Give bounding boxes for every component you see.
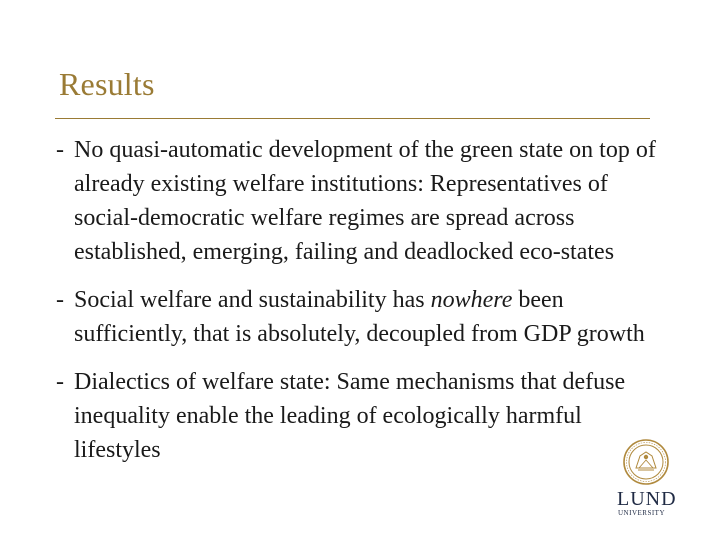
bullet-marker: - [56, 137, 64, 163]
bullet-text-after: been sufficiently, that is absolutely, decoupled from GDP growth [74, 287, 645, 347]
bullet-text [74, 287, 645, 347]
title-divider [55, 118, 650, 119]
bullet-item [56, 365, 656, 467]
bullet-list [56, 133, 656, 481]
bullet-text-before: Social welfare and sustainability has [74, 287, 431, 313]
logo-wordmark: LUND [617, 488, 677, 510]
bullet-item [56, 283, 656, 351]
bullet-text: Dialectics of welfare state: Same mechanisms that defuse inequality enable the leading of ecologically harmful lifestyles [74, 369, 626, 463]
lund-university-logo [612, 438, 682, 520]
slide-title: Results [59, 66, 155, 102]
bullet-text-emphasis: nowhere [430, 287, 513, 313]
bullet-marker: - [56, 287, 64, 313]
bullet-item [56, 133, 656, 269]
bullet-text: No quasi-automatic development of the green state on top of already existing welfare institutions: Representatives of social-democratic welfare regimes are spread across established, emerging, failing and deadlocked eco-states [74, 137, 656, 265]
university-seal-icon [622, 438, 670, 486]
bullet-marker: - [56, 369, 64, 395]
logo-subtitle: UNIVERSITY [618, 509, 665, 517]
